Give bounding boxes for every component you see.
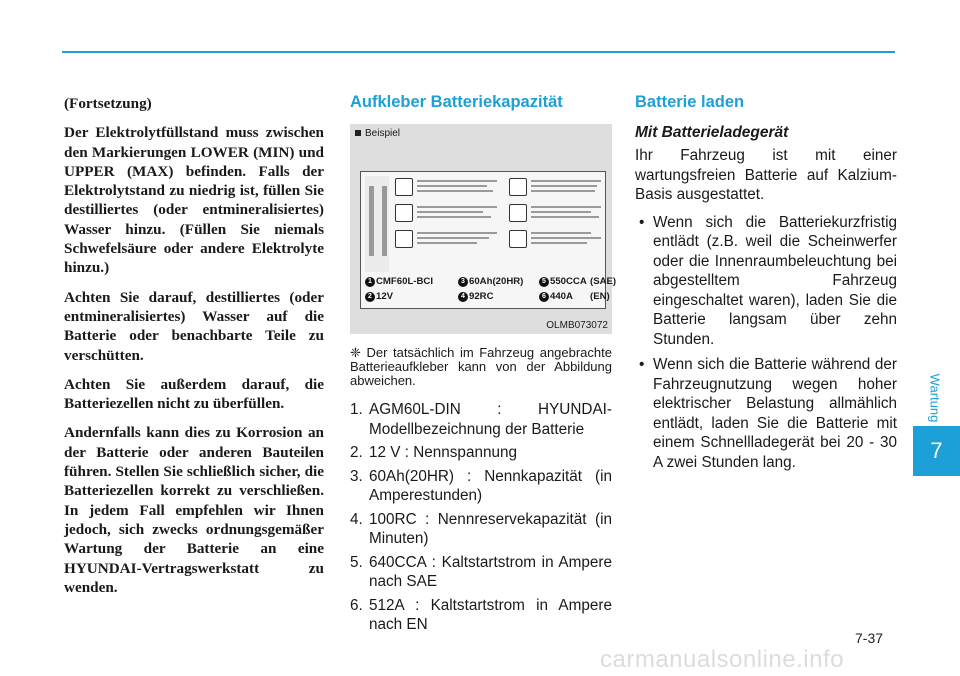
list-item: 5. 640CCA : Kaltstartstrom in Ampere nach SAE: [350, 553, 612, 590]
list-item: 2. 12 V : Nennspannung: [350, 444, 517, 461]
sticker-values: 1 CMF60L-BCI 3 60Ah(20HR) 5 550CCA (SAE) 2 12V 4 92RC 6 440A (EN): [365, 275, 616, 304]
column-middle: [350, 92, 617, 639]
battery-sticker: [360, 171, 617, 309]
column-left: [64, 94, 324, 607]
paragraph-electrolyte-level: Der Elektrolytfüllstand muss zwischen den Markierungen LOWER (MIN) und UPPER (MAX) befinden. Falls der Elektrolytstand zu niedrig ist, füllen Sie destilliertes (oder entmineralisiertes) Wasser hinzu. (Füllen Sie niemals Schwefelsäure oder andere Elektrolyte hinzu.): [64, 124, 324, 277]
explosion-icon: [509, 228, 625, 250]
list-item: • Wenn sich die Batterie während der Fahrzeugnutzung wegen hoher elektrischer Belastung allmählich entlädt, laden Sie die Batterie mit einem Schnellladegerät bei 20 - 30 A zwei Stunden lang.: [635, 355, 897, 472]
figure-caption: Beispiel: [355, 128, 400, 139]
subheading-charger: Mit Batterieladegerät: [635, 124, 789, 141]
eye-protection-icon: [395, 202, 511, 224]
watermark: carmanualsonline.info: [600, 646, 844, 673]
list-item: 1. AGM60L-DIN : HYUNDAI-Modellbezeichnung der Batterie: [350, 401, 612, 438]
paragraph-corrosion: Andernfalls kann dies zu Korrosion an der Batterie oder anderen Bauteilen führen. Stellen Sie schließlich sicher, die Batteriezellen korrekt zu verschließen. In jedem Fall empfehlen wir Ihnen jedoch, sich zwecks ordnungsgemäßer Wartung der Batterie an eine HYUNDAI-Vertragswerkstatt zu wenden.: [64, 424, 324, 596]
read-manual-icon: [509, 202, 625, 224]
top-rule: [62, 51, 895, 53]
warning-icon: [395, 176, 511, 198]
heading-battery-label: Aufkleber Batteriekapazität: [350, 93, 563, 111]
paragraph-water-caution: Achten Sie darauf, destilliertes (oder entmineralisiertes) Wasser auf die Batterie oder benachbarte Teile zu verschütten.: [64, 288, 324, 364]
section-tab: Wartung: [927, 373, 943, 423]
charging-bullets: [635, 213, 897, 473]
list-item: • Wenn sich die Batteriekurzfristig entlädt (z.B. weil die Scheinwerfer oder die Innenraumbeleuchtung bei abgestelltem Fahrzeug eingeschaltet waren), laden Sie die Batterie langsam über zehn Stunden.: [635, 213, 897, 350]
battery-label-figure: [350, 124, 617, 334]
column-right: [635, 92, 897, 478]
note-symbol-icon: ❈: [350, 345, 361, 360]
list-item: 3. 60Ah(20HR) : Nennkapazität (in Amperestunden): [350, 467, 612, 504]
paragraph-overfill: Achten Sie außerdem darauf, die Batteriezellen nicht zu überfüllen.: [64, 375, 324, 413]
paragraph-intro: Ihr Fahrzeug ist mit einer wartungsfreien Batterie auf Kalzium-Basis ausgestattet.: [635, 147, 897, 203]
heading-battery-charging: Batterie laden: [635, 93, 745, 111]
page-number: 7-37: [855, 630, 884, 646]
keep-children-away-icon: [395, 228, 511, 250]
label-legend-list: [350, 400, 612, 635]
figure-code: OLMB073072: [546, 320, 608, 331]
paragraph-continued: (Fortsetzung): [64, 95, 152, 112]
list-item: 6. 512A : Kaltstartstrom in Ampere nach EN: [350, 596, 612, 633]
acid-icon: [509, 176, 625, 198]
caution-strip: [365, 176, 389, 272]
square-icon: [355, 130, 361, 136]
list-item: 4. 100RC : Nennreservekapazität (in Minuten): [350, 510, 612, 547]
chapter-number: 7: [913, 426, 960, 476]
figure-note: ❈ Der tatsächlich im Fahrzeug angebrachte Batterieaufkleber kann von der Abbildung abweichen.: [350, 345, 612, 388]
